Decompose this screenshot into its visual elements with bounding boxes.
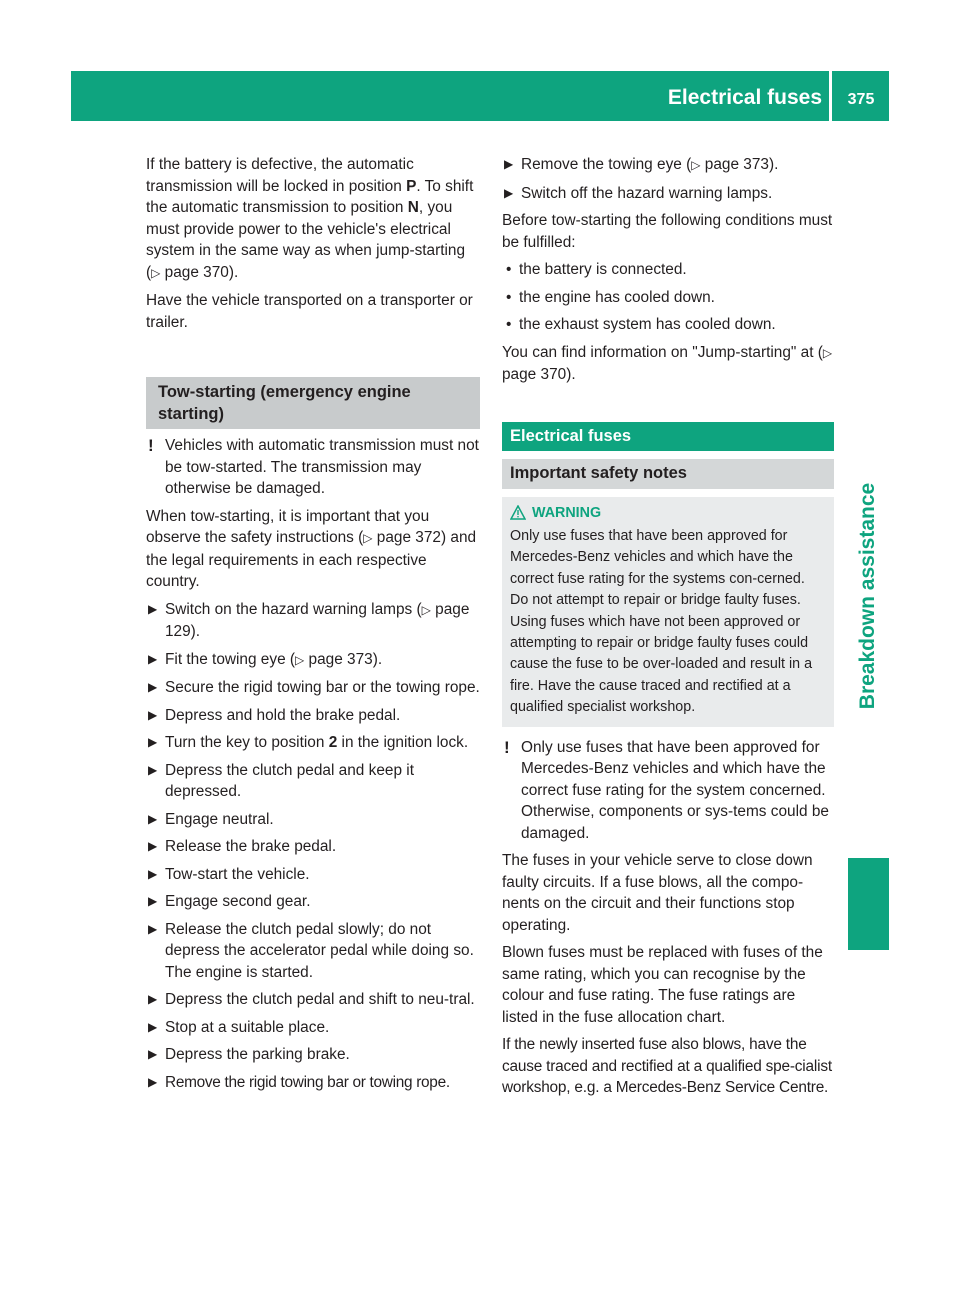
tow-start-paragraph bbox=[146, 506, 480, 593]
list-item-text: the battery is connected. bbox=[519, 261, 687, 278]
step-item bbox=[146, 677, 480, 699]
side-tab-label: Breakdown assistance bbox=[856, 482, 880, 710]
warning-title bbox=[510, 503, 826, 524]
step-text-2: in the ignition lock. bbox=[337, 734, 469, 751]
step-text: Depress the clutch pedal and shift to neu-tral. bbox=[165, 991, 475, 1008]
step-text: Tow-start the vehicle. bbox=[165, 865, 310, 883]
step-arrow-icon: ▶ bbox=[148, 811, 158, 826]
section-heading-electrical-fuses: Electrical fuses bbox=[502, 422, 834, 452]
step-text: Engage second gear. bbox=[165, 893, 311, 910]
key-position: 2 bbox=[328, 734, 338, 751]
step-item bbox=[146, 705, 480, 727]
page-ref-arrow-icon: ▷ bbox=[421, 602, 431, 617]
page-ref-arrow-icon: ▷ bbox=[151, 265, 161, 280]
caution-note bbox=[146, 435, 480, 500]
sub-heading-safety-notes: Important safety notes bbox=[502, 459, 834, 489]
list-item bbox=[502, 314, 834, 336]
page-title: Electrical fuses bbox=[667, 86, 822, 109]
step-text: Release the brake pedal. bbox=[165, 838, 337, 855]
step-item bbox=[146, 891, 480, 913]
list-item-text: the engine has cooled down. bbox=[519, 288, 715, 306]
caution-note-text: Vehicles with automatic transmission must not be tow-started. The transmission may otherwise be damaged. bbox=[165, 437, 479, 497]
step-item bbox=[146, 732, 480, 754]
section-heading-tow-starting: Tow-starting (emergency engine starting) bbox=[146, 377, 480, 429]
step-text: Stop at a suitable place. bbox=[165, 1018, 330, 1036]
header-divider bbox=[829, 71, 832, 121]
gear-p: P bbox=[406, 177, 417, 195]
page-ref-link[interactable]: page 372) bbox=[376, 529, 447, 546]
warning-triangle-icon bbox=[510, 505, 526, 520]
page-ref-arrow-icon: ▷ bbox=[363, 531, 373, 545]
step-text: Release the clutch pedal slowly; do not depress the accelerator pedal while doing so. bbox=[165, 920, 474, 959]
step-item bbox=[146, 919, 480, 984]
page-ref-arrow-icon: ▷ bbox=[295, 652, 305, 667]
page-ref-link[interactable]: page 370). bbox=[164, 263, 239, 281]
step-text: Secure the rigid towing bar or the towing rope. bbox=[165, 679, 480, 696]
list-item-text: the exhaust system has cooled down. bbox=[519, 316, 776, 333]
step-arrow-icon: ▶ bbox=[504, 185, 514, 200]
step-text: Turn the key to position bbox=[165, 734, 329, 751]
step-arrow-icon: ▶ bbox=[148, 1047, 158, 1061]
page-ref-link[interactable]: page 373). bbox=[704, 156, 779, 173]
step-item bbox=[146, 649, 480, 672]
fuses-paragraph-3: If the newly inserted fuse also blows, have the cause traced and rectified at a qualified spe-cialist workshop, e.g. a Mercedes-Benz Service Centre. bbox=[502, 1036, 832, 1097]
step-result: The engine is started. bbox=[165, 963, 314, 981]
page-number: 375 bbox=[847, 91, 875, 108]
intro-text: If the battery is defective, the automatic transmission will be locked in position bbox=[146, 156, 414, 195]
step-item bbox=[502, 154, 834, 177]
fuses-paragraph-1: The fuses in your vehicle serve to close down faulty circuits. If a fuse blows, all the compo-nents on the circuit and their functions stop operating. bbox=[502, 852, 813, 934]
step-item bbox=[146, 760, 480, 803]
step-arrow-icon: ▶ bbox=[148, 601, 158, 616]
transport-paragraph: Have the vehicle transported on a transporter or trailer. bbox=[146, 292, 473, 331]
warning-title-text: WARNING bbox=[532, 504, 602, 521]
step-item bbox=[146, 599, 480, 643]
step-item bbox=[146, 1044, 480, 1066]
step-arrow-icon: ▶ bbox=[504, 157, 514, 171]
step-arrow-icon: ▶ bbox=[148, 1074, 157, 1089]
bullet-icon: • bbox=[506, 261, 512, 278]
fuses-paragraph-2: Blown fuses must be replaced with fuses of the same rating, which you can recognise by the colour and fuse rating. The fuse ratings are listed in the fuse allocation chart. bbox=[502, 944, 823, 1026]
page-ref-arrow-icon: ▷ bbox=[822, 345, 833, 360]
step-arrow-icon: ▶ bbox=[148, 735, 158, 749]
left-column bbox=[146, 154, 480, 1099]
step-item bbox=[146, 809, 480, 831]
bullet-icon: • bbox=[506, 316, 512, 333]
bullet-icon: • bbox=[506, 288, 512, 306]
step-arrow-icon: ▶ bbox=[148, 651, 158, 666]
step-text: Switch on the hazard warning lamps ( bbox=[165, 600, 422, 618]
step-item bbox=[146, 864, 480, 886]
step-text: Remove the towing eye ( bbox=[521, 156, 692, 173]
step-arrow-icon: ▶ bbox=[148, 680, 158, 694]
page-ref-link[interactable]: page 129). bbox=[165, 600, 470, 640]
step-text: Remove the rigid towing bar or towing rope. bbox=[165, 1073, 450, 1091]
side-tab-marker bbox=[848, 858, 889, 950]
step-item bbox=[146, 1017, 480, 1039]
intro-text-2: . To shift the automatic transmission to position bbox=[146, 177, 474, 216]
step-text: Engage neutral. bbox=[165, 810, 274, 828]
tow-start-text: When tow-starting, it is important that you observe the safety instructions ( bbox=[146, 507, 430, 546]
step-arrow-icon: ▶ bbox=[148, 707, 158, 722]
step-arrow-icon: ▶ bbox=[148, 866, 158, 881]
step-text: Depress and hold the brake pedal. bbox=[165, 706, 401, 724]
step-arrow-icon: ▶ bbox=[148, 992, 158, 1006]
warning-box bbox=[502, 497, 834, 727]
right-column bbox=[502, 154, 834, 1105]
step-arrow-icon: ▶ bbox=[148, 839, 158, 853]
tow-start-text-2: and the legal requirements in each respective country. bbox=[146, 529, 477, 590]
step-item bbox=[146, 836, 480, 858]
step-text: Switch off the hazard warning lamps. bbox=[521, 184, 773, 202]
conditions-intro: Before tow-starting the following conditions must be fulfilled: bbox=[502, 212, 833, 251]
gear-n: N bbox=[407, 199, 419, 216]
caution-note bbox=[502, 737, 834, 845]
page-ref-link[interactable]: page 373). bbox=[308, 650, 383, 668]
list-item bbox=[502, 287, 834, 309]
list-item bbox=[502, 259, 834, 281]
step-arrow-icon: ▶ bbox=[148, 921, 158, 936]
page-ref-arrow-icon: ▷ bbox=[691, 158, 701, 172]
intro-text-3: , you must provide power to the vehicle's electrical system in the same way as when jump-starting ( bbox=[146, 199, 466, 281]
exclamation-icon: ! bbox=[148, 436, 154, 455]
step-arrow-icon: ▶ bbox=[148, 1019, 158, 1034]
step-item bbox=[146, 1072, 480, 1094]
info-text: You can find information on "Jump-starting" at ( bbox=[502, 343, 823, 361]
step-arrow-icon: ▶ bbox=[148, 894, 158, 908]
warning-text: Only use fuses that have been approved for Mercedes-Benz vehicles and which have the correct fuse rating for the systems con-cerned. Do not attempt to repair or bridge faulty fuses. Using fuses which have not been approved or attempting to repair or bridge faulty fuses could cause the fuse to be over-loaded and result in a fire. Have the cause traced and rectified at a qualified specialist workshop. bbox=[510, 527, 813, 716]
step-arrow-icon: ▶ bbox=[148, 762, 158, 777]
intro-paragraph bbox=[146, 154, 480, 284]
step-text: Depress the parking brake. bbox=[165, 1046, 350, 1063]
step-item bbox=[502, 183, 834, 205]
caution-note-text: Only use fuses that have been approved for Mercedes-Benz vehicles and which have the correct fuse rating for the system concerned. Otherwise, components or sys-tems could be damaged. bbox=[521, 738, 829, 842]
step-text: Fit the towing eye ( bbox=[165, 650, 296, 668]
page-ref-link[interactable]: page 370). bbox=[502, 366, 576, 383]
side-tab-label-wrap bbox=[848, 440, 889, 752]
info-paragraph bbox=[502, 342, 834, 386]
exclamation-icon: ! bbox=[504, 737, 510, 757]
step-text: Depress the clutch pedal and keep it depressed. bbox=[165, 761, 414, 800]
step-item bbox=[146, 989, 480, 1011]
